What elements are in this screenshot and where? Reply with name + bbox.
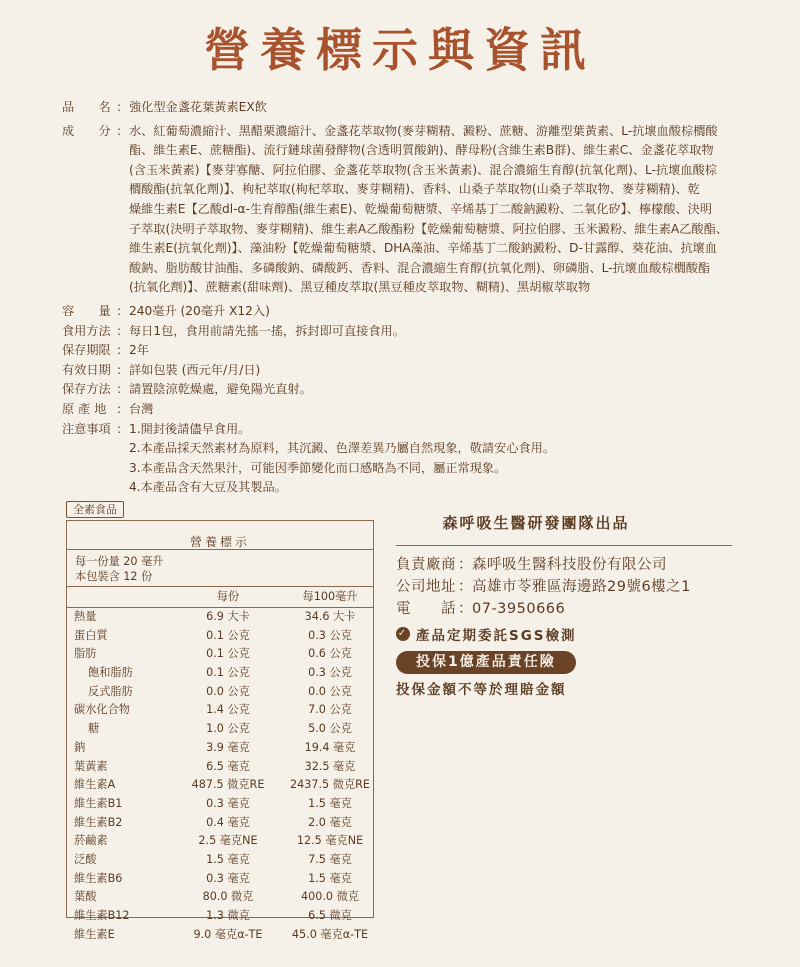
note-item: 1.開封後請儘早食用。 [129,421,251,436]
colon: ： [458,601,473,617]
per-100ml-value: 7.5 毫克 [308,852,352,866]
label-expiry: 有效日期 [62,362,111,377]
label-storage: 保存方法 [62,382,111,397]
ingredients-line: 燥維生素E【乙酸dl-α-生育醇酯(維生素E)、乾燥葡萄糖漿、辛烯基丁二酸鈉澱粉、二氧化矽】、檸檬酸、決明 [129,201,713,216]
per-100ml-value: 12.5 毫克NE [296,834,364,848]
divider [396,545,732,546]
per-serving-value: 9.0 毫克α-TE [193,927,263,941]
ingredients-list [129,122,782,298]
sgs-text: 產品定期委託SGS檢測 [416,628,577,644]
per-serving-value: 487.5 微克RE [191,778,265,792]
serving-size: 每一份量 20 毫升 [75,555,164,568]
nutrient-name: 維生素B12 [74,909,130,922]
nutrient-name: 維生素E [74,927,115,941]
ingredients-line: 酯、維生素E、蔗糖酯)、流行鏈球菌發酵物(含透明質酸鈉)、酵母粉(含維生素B群)、維生素C、金盞花萃取物 [129,143,714,158]
nutrition-row [66,888,374,907]
maker-value: 森呼吸生醫科技股份有限公司 [472,557,667,573]
ingredients-line: 櫚酸酯(抗氧化劑)】、枸杞萃取(枸杞萃取、麥芽糊精)、香料、山桑子萃取物(山桑子萃取物、麥芽糊精)、乾 [129,182,700,197]
nutrition-row [66,720,374,739]
origin-value: 台灣 [129,401,154,416]
nutrient-name: 碳水化合物 [74,703,130,717]
row-maker [396,554,732,576]
per-serving-value: 0.1 公克 [206,628,250,642]
insurance-note: 投保金額不等於理賠金額 [396,682,567,698]
ingredients-line: (含玉米黃素)【麥芽寡醣、阿拉伯膠、金盞花萃取物(含玉米黃素)、混合濃縮生育醇(抗氧化劑)、L-抗壞血酸棕 [129,162,717,177]
colon: : [117,382,122,397]
divider [67,586,373,587]
nutrient-name: 鈉 [74,740,86,754]
nutrition-row [66,664,374,683]
check-circle-icon: ✓ [397,628,409,639]
company-title: 森呼吸生醫研發團隊出品 [442,514,630,532]
per-100ml-value: 0.0 公克 [308,684,352,698]
nutrition-row [66,739,374,758]
address-value: 高雄市苓雅區海邊路29號6樓之1 [472,579,691,595]
per-100ml-value: 34.6 大卡 [304,610,356,623]
nutrient-name: 葉酸 [74,890,97,904]
colon: : [117,100,122,114]
colon: : [117,123,122,138]
per-serving-value: 1.0 公克 [206,722,250,736]
nutrition-row [66,814,374,833]
row-notes [62,420,782,498]
label-origin: 原 產 地 [62,401,107,416]
per-serving-value: 0.4 毫克 [206,815,250,829]
label-ingredients: 成 分 [62,123,111,138]
per-100ml-value: 6.5 微克 [308,909,352,922]
per-100ml-value: 5.0 公克 [308,722,352,736]
nutrition-table [66,608,374,944]
nutrition-row [66,645,374,664]
col-per-serving: 每份 [216,590,240,603]
nutrition-row [66,701,374,720]
notes-list [129,420,782,498]
divider [67,549,373,550]
per-serving-value: 6.5 毫克 [206,759,250,773]
per-100ml-value: 7.0 公克 [308,703,352,717]
nutrient-name: 葉黃素 [74,759,108,773]
row-usage [62,322,782,342]
label-name: 品 名 [62,100,111,114]
shelf-life-value: 2年 [129,343,149,358]
per-serving-value: 0.1 公克 [206,647,250,661]
per-serving-value: 2.5 毫克NE [198,834,258,848]
row-ingredients [62,122,782,298]
nutrition-row [66,627,374,646]
row-name [62,98,782,118]
vegan-badge: 全素食品 [66,501,124,518]
nutrient-name: 維生素B6 [74,871,123,885]
per-100ml-value: 1.5 毫克 [308,796,352,810]
ingredients-line: 酸鈉、脂肪酸甘油酯、多磷酸鈉、磷酸鈣、香料、混合濃縮生育醇(抗氧化劑)、卵磷脂、L-抗壞血酸棕櫚酸酯 [129,260,711,275]
row-phone [396,598,732,620]
per-100ml-value: 0.3 公克 [308,666,352,680]
servings-per-package: 本包裝含 12 份 [75,570,153,583]
colon: : [117,343,122,358]
nutrition-row [66,926,374,945]
nutrition-row [66,832,374,851]
row-expiry [62,361,782,381]
nutrition-row [66,776,374,795]
nutrition-row [66,870,374,889]
label-capacity: 容 量 [62,303,111,318]
nutrition-row [66,851,374,870]
per-100ml-value: 45.0 毫克α-TE [291,927,369,941]
nutrient-name: 菸鹼素 [74,834,108,848]
per-100ml-value: 19.4 毫克 [304,740,356,754]
sgs-line [396,624,732,644]
label-usage: 食用方法 [62,323,111,338]
ingredients-line: 水、紅葡萄濃縮汁、黑醋栗濃縮汁、金盞花萃取物(麥芽糊精、澱粉、蔗糖、游離型葉黃素、L-抗壞血酸棕櫚酸 [129,123,718,138]
per-100ml-value: 0.3 公克 [308,628,352,642]
colon: : [117,421,122,436]
per-serving-value: 1.5 毫克 [206,852,250,866]
per-serving-value: 0.3 毫克 [206,796,250,810]
nutrient-name: 反式脂肪 [88,684,133,698]
nutrient-name: 熱量 [74,610,97,623]
label-shelf-life: 保存期限 [62,343,111,358]
row-origin [62,400,782,420]
colon: ： [458,557,473,573]
nutrition-row [66,907,374,926]
row-shelf-life [62,341,782,361]
label-address: 公司地址 [396,579,456,595]
label-maker: 負責廠商 [396,557,456,573]
nutrition-row [66,683,374,702]
per-100ml-value: 1.5 毫克 [308,871,352,885]
product-name: 強化型金盞花葉黃素EX飲 [129,100,267,114]
note-item: 4.本產品含有大豆及其製品。 [129,480,287,495]
storage-value: 請置陰涼乾燥處，避免陽光直射。 [129,382,312,397]
phone-value: 07-3950666 [472,601,566,617]
ingredients-line: 維生素E(抗氧化劑)】、藻油粉【乾燥葡萄糖漿、DHA藻油、辛烯基丁二酸鈉澱粉、D-甘露醇、葵花油、抗壞血 [129,241,718,256]
note-item: 3.本產品含天然果汁，可能因季節變化而口感略為不同，屬正常現象。 [129,460,507,475]
nutrient-name: 脂肪 [74,647,97,661]
per-serving-value: 0.0 公克 [206,684,250,698]
usage-value: 每日1包，食用前請先搖一搖，拆封即可直接食用。 [129,323,405,338]
capacity-value: 240毫升 (20毫升 X12入) [129,303,270,318]
page-title: 營養標示與資訊 [204,23,596,77]
per-100ml-value: 32.5 毫克 [304,759,356,773]
row-address [396,576,732,598]
per-serving-value: 3.9 毫克 [206,740,250,754]
col-per-100ml: 每100毫升 [302,590,358,603]
nutrient-name: 泛酸 [74,852,97,866]
per-serving-value: 0.1 公克 [206,666,250,680]
expiry-value: 詳如包裝 (西元年/月/日) [129,362,261,377]
per-100ml-value: 2437.5 微克RE [290,778,370,792]
note-item: 2.本產品採天然素材為原料，其沉澱、色澤差異乃屬自然現象，敬請安心食用。 [129,441,556,456]
nutrition-row [66,795,374,814]
ingredients-line: (抗氧化劑)】、蔗糖素(甜味劑)、黑豆種皮萃取(黑豆種皮萃取物、糊精)、黑胡椒萃取物 [129,280,591,295]
nutrient-name: 飽和脂肪 [88,666,133,680]
nutrition-row [66,608,374,627]
row-capacity [62,302,782,322]
colon: : [117,362,122,377]
nutrient-name: 維生素B1 [74,796,123,810]
per-100ml-value: 2.0 毫克 [308,815,352,829]
colon: : [117,303,122,318]
per-100ml-value: 0.6 公克 [308,647,352,661]
per-serving-value: 0.3 毫克 [206,871,250,885]
ingredients-line: 子萃取(決明子萃取物、麥芽糊精)、維生素A乙酸酯粉【乾燥葡萄糖漿、阿拉伯膠、玉米澱粉、維生素A乙酸酯、 [129,221,728,236]
insurance-badge: 投保1億產品責任險 [396,651,576,674]
nutrient-name: 蛋白質 [74,628,108,642]
per-serving-value: 1.4 公克 [206,703,250,717]
per-serving-value: 1.3 微克 [206,909,250,922]
colon: : [117,401,122,416]
nutrition-row [66,758,374,777]
nutrient-name: 維生素A [74,778,116,792]
company-panel [396,512,732,698]
nutrition-title: 營養標示 [189,535,250,549]
label-notes: 注意事項 [62,421,111,436]
per-serving-value: 6.9 大卡 [206,610,250,623]
nutrient-name: 維生素B2 [74,815,123,829]
nutrient-name: 糖 [88,722,100,736]
colon: ： [458,579,473,595]
label-phone: 電 話 [396,601,456,617]
per-100ml-value: 400.0 微克 [301,890,359,904]
product-info [62,98,782,498]
row-storage [62,380,782,400]
colon: : [117,323,122,338]
per-serving-value: 80.0 微克 [202,890,254,904]
